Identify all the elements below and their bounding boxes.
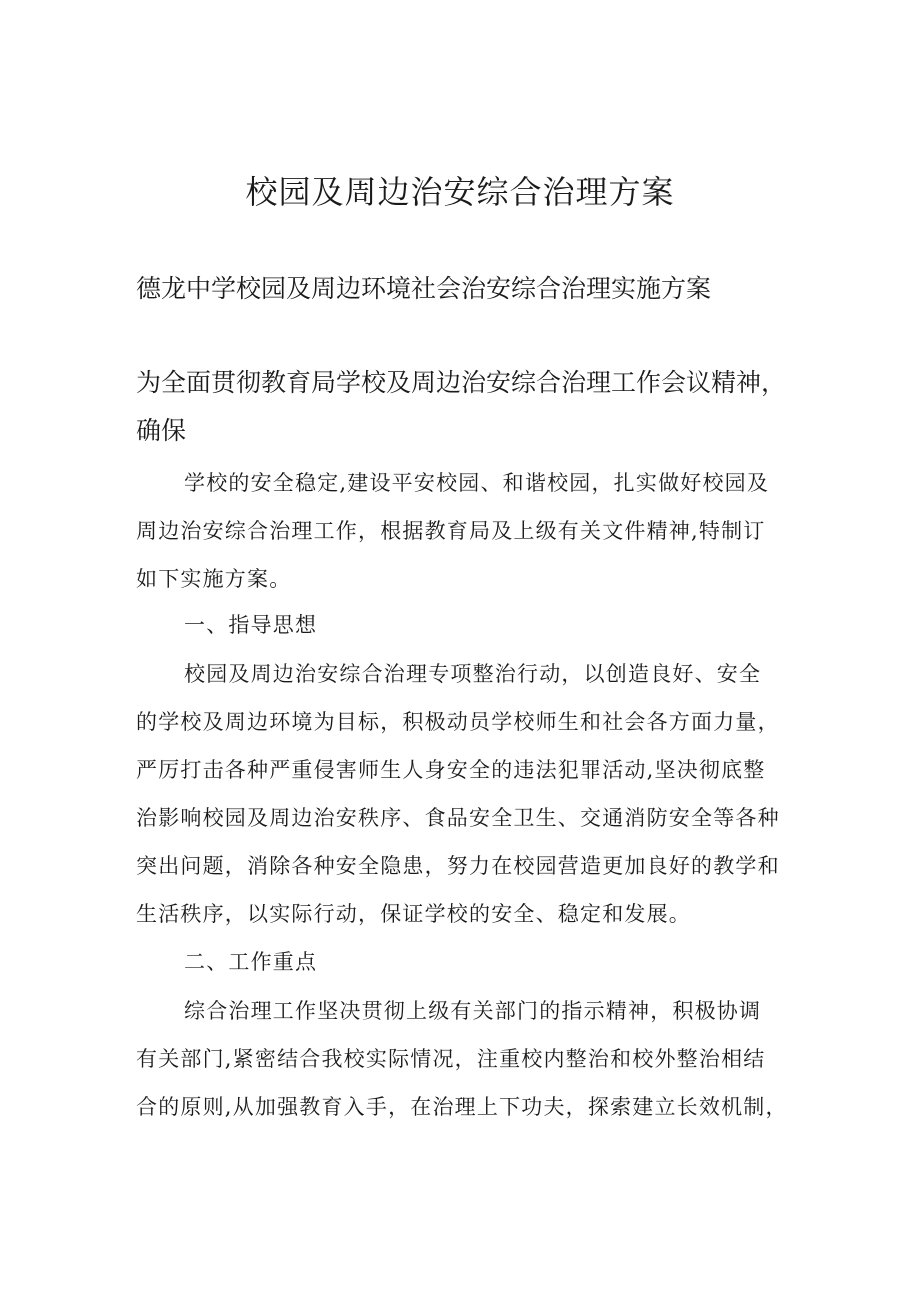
paragraph-line: 生活秩序，以实际行动，保证学校的安全、稳定和发展。 <box>136 902 691 926</box>
document-title: 校园及周边治安综合治理方案 <box>245 173 675 211</box>
section-heading-2 <box>136 938 806 986</box>
paragraph-line: 如下实施方案。 <box>136 567 292 591</box>
paragraph-line: 综合治理工作坚决贯彻上级有关部门的指示精神，积极协调 <box>184 999 762 1023</box>
paragraph-line: 学校的安全稳定,建设平安校园、和谐校园，扎实做好校园及 <box>184 471 770 495</box>
paragraph-line: 治影响校园及周边治安秩序、食品安全卫生、交通消防安全等各种 <box>136 806 780 830</box>
lead-line: 为全面贯彻教育局学校及周边治安综合治理工作会议精神， <box>136 368 787 397</box>
section-heading-1 <box>136 601 806 649</box>
document-subtitle: 德龙中学校园及周边环境社会治安综合治理实施方案 <box>136 274 712 303</box>
paragraph-line: 校园及周边治安综合治理专项整治行动，以创造良好、安全 <box>184 662 762 686</box>
lead-line: 确保 <box>136 416 187 445</box>
paragraph-2 <box>136 650 806 938</box>
paragraph-1 <box>136 459 806 603</box>
section-heading-text: 二、工作重点 <box>184 950 318 974</box>
paragraph-line: 周边治安综合治理工作，根据教育局及上级有关文件精神,特制订 <box>136 519 766 543</box>
paragraph-line: 合的原则,从加强教育入手，在治理上下功夫，探索建立长效机制， <box>136 1095 788 1119</box>
lead-paragraph <box>136 359 826 455</box>
section-heading-text: 一、指导思想 <box>184 613 318 637</box>
paragraph-line: 突出问题，消除各种安全隐患，努力在校园营造更加良好的教学和 <box>136 854 780 878</box>
paragraph-3 <box>136 987 806 1131</box>
paragraph-line: 严厉打击各种严重侵害师生人身安全的违法犯罪活动,坚决彻底整 <box>136 758 766 782</box>
paragraph-line: 有关部门,紧密结合我校实际情况，注重校内整治和校外整治相结 <box>136 1047 766 1071</box>
paragraph-line: 的学校及周边环境为目标，积极动员学校师生和社会各方面力量， <box>136 710 780 734</box>
